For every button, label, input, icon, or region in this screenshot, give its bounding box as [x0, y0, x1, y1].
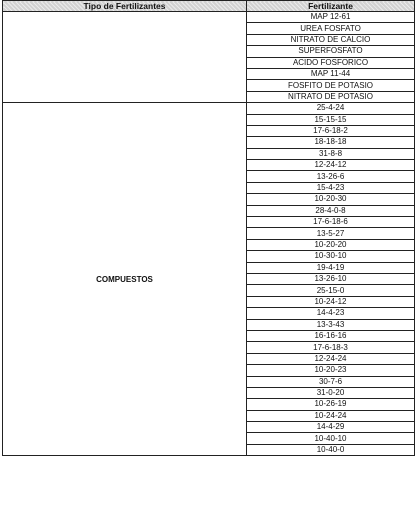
- fertilizante-cell: 28-4-0-8: [247, 205, 415, 216]
- fertilizante-cell: 31-0-20: [247, 387, 415, 398]
- header-fertilizante: Fertilizante: [247, 1, 415, 12]
- fertilizante-cell: 25-4-24: [247, 103, 415, 114]
- fertilizante-cell: 17-6-18-2: [247, 125, 415, 136]
- fertilizante-cell: 25-15-0: [247, 285, 415, 296]
- fertilizante-cell: 18-18-18: [247, 137, 415, 148]
- table-body: [3, 12, 415, 456]
- fertilizante-cell: 31-8-8: [247, 148, 415, 159]
- fertilizante-cell: 17-6-18-3: [247, 342, 415, 353]
- header-tipo: Tipo de Fertilizantes: [3, 1, 247, 12]
- fertilizante-cell: 13-26-10: [247, 273, 415, 284]
- fertilizante-cell: MAP 11-44: [247, 68, 415, 79]
- fertilizante-cell: NITRATO DE POTASIO: [247, 91, 415, 102]
- fertilizante-cell: 10-24-12: [247, 296, 415, 307]
- fertilizante-cell: 15-15-15: [247, 114, 415, 125]
- table-row: [3, 103, 415, 114]
- fertilizante-cell: 10-20-30: [247, 194, 415, 205]
- fertilizante-cell: SUPERFOSFATO: [247, 46, 415, 57]
- fertilizante-cell: 13-5-27: [247, 228, 415, 239]
- fertilizante-cell: 15-4-23: [247, 182, 415, 193]
- fertilizante-cell: 10-40-10: [247, 433, 415, 444]
- fertilizante-cell: UREA FOSFATO: [247, 23, 415, 34]
- fertilizante-cell: 13-3-43: [247, 319, 415, 330]
- fertilizante-cell: 14-4-29: [247, 422, 415, 433]
- fertilizante-cell: 12-24-12: [247, 160, 415, 171]
- table-row: [3, 12, 415, 23]
- fertilizante-cell: 10-24-24: [247, 410, 415, 421]
- fertilizante-cell: 14-4-23: [247, 308, 415, 319]
- fertilizante-cell: 10-26-19: [247, 399, 415, 410]
- tipo-cell: COMPUESTOS: [3, 103, 247, 456]
- fertilizante-cell: 30-7-6: [247, 376, 415, 387]
- header-row: [3, 1, 415, 12]
- fertilizante-cell: MAP 12-61: [247, 12, 415, 23]
- fertilizante-cell: 10-30-10: [247, 251, 415, 262]
- fertilizante-cell: ACIDO FOSFORICO: [247, 57, 415, 68]
- fertilizante-cell: FOSFITO DE POTASIO: [247, 80, 415, 91]
- tipo-cell: [3, 12, 247, 103]
- fertilizante-cell: 10-40-0: [247, 444, 415, 455]
- fertilizante-cell: 17-6-18-6: [247, 217, 415, 228]
- fertilizer-table: [2, 0, 415, 456]
- fertilizante-cell: 19-4-19: [247, 262, 415, 273]
- fertilizante-cell: 10-20-23: [247, 365, 415, 376]
- fertilizante-cell: 16-16-16: [247, 330, 415, 341]
- fertilizante-cell: 13-26-6: [247, 171, 415, 182]
- fertilizante-cell: 12-24-24: [247, 353, 415, 364]
- fertilizante-cell: NITRATO DE CALCIO: [247, 34, 415, 45]
- fertilizante-cell: 10-20-20: [247, 239, 415, 250]
